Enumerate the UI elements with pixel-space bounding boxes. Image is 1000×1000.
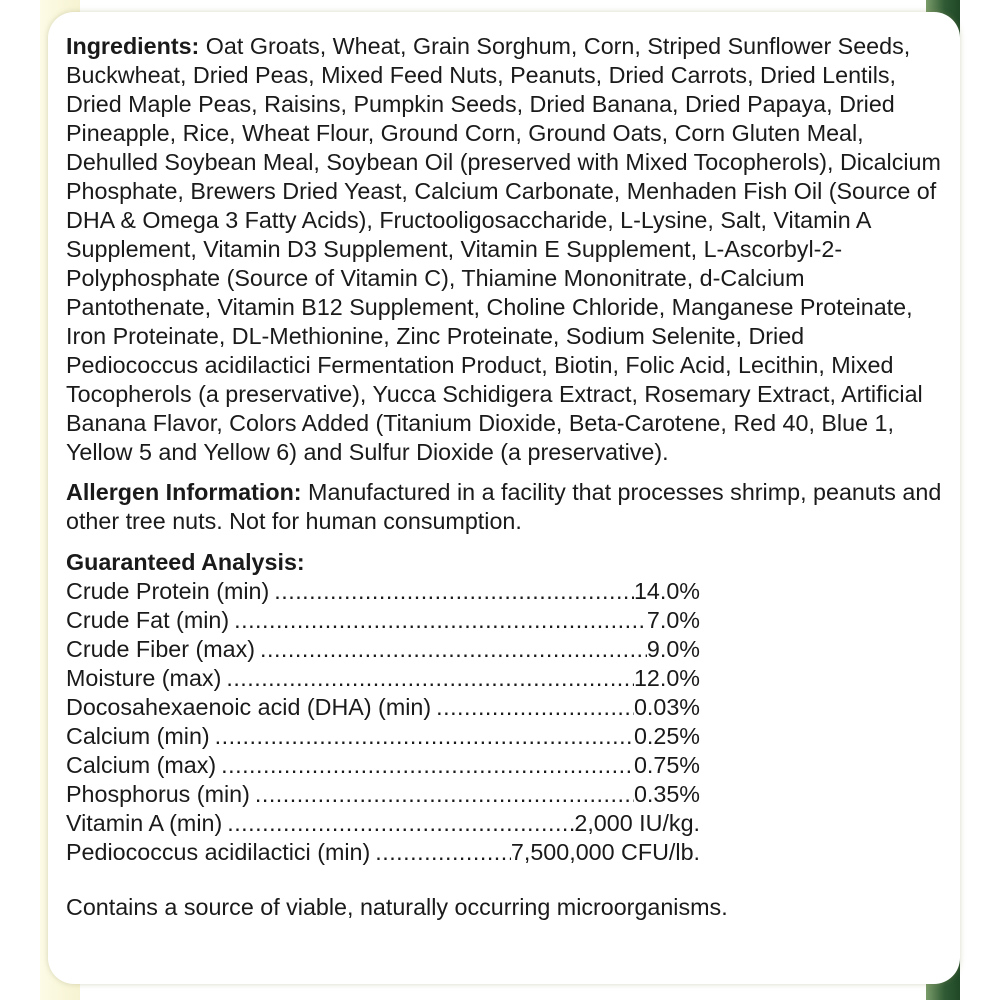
dot-leader — [375, 838, 511, 867]
analysis-row-label: Calcium (max) — [66, 752, 217, 778]
analysis-row-label: Phosphorus (min) — [66, 781, 250, 807]
guaranteed-analysis-heading: Guaranteed Analysis: — [66, 549, 305, 575]
guaranteed-analysis-table — [66, 577, 942, 867]
analysis-row — [66, 635, 700, 664]
dot-leader — [227, 809, 574, 838]
analysis-row-label: Docosahexaenoic acid (DHA) (min) — [66, 694, 432, 720]
analysis-row-value: 0.35% — [633, 781, 700, 807]
analysis-row-label: Pediococcus acidilactici (min) — [66, 839, 371, 865]
analysis-row — [66, 722, 700, 751]
analysis-row-value: 14.0% — [633, 578, 700, 604]
dot-leader — [221, 751, 634, 780]
microorganisms-note: Contains a source of viable, naturally occurring microorganisms. — [66, 894, 728, 920]
analysis-row-label: Crude Fiber (max) — [66, 636, 256, 662]
allergen-heading: Allergen Information: — [66, 479, 302, 505]
analysis-row — [66, 693, 700, 722]
dot-leader — [436, 693, 634, 722]
analysis-row-value: 0.25% — [633, 723, 700, 749]
dot-leader — [215, 722, 634, 751]
dot-leader — [274, 577, 634, 606]
dot-leader — [234, 606, 647, 635]
ingredients-text: Oat Groats, Wheat, Grain Sorghum, Corn, Striped Sunflower Seeds, Buckwheat, Dried Peas, Mixed Feed Nuts, Peanuts, Dried Carrots, Dried Lentils, Dried Maple Peas, Raisins, Pumpkin Seeds, Dried Banana, Dried Papaya, Dried Pineapple, Rice, Wheat Flour, Ground Corn, Ground Oats, Corn Gluten Meal, Dehulled Soybean Meal, Soybean Oil (preserved with Mixed Tocopherols), Dicalcium Phosphate, Brewers Dried Yeast, Calcium Carbonate, Menhaden Fish Oil (Source of DHA & Omega 3 Fatty Acids), Fructooligosaccharide, L-Lysine, Salt, Vitamin A Supplement, Vitamin D3 Supplement, Vitamin E Supplement, L-Ascorbyl-2-Polyphosphate (Source of Vitamin C), Thiamine Mononitrate, d-Calcium Pantothenate, Vitamin B12 Supplement, Choline Chloride, Manganese Proteinate, Iron Proteinate, DL-Methionine, Zinc Proteinate, Sodium Selenite, Dried Pediococcus acidilactici Fermentation Product, Biotin, Folic Acid, Lecithin, Mixed Tocopherols (a preservative), Yucca Schidigera Extract, Rosemary Extract, Artificial Banana Flavor, Colors Added (Titanium Dioxide, Beta-Carotene, Red 40, Blue 1, Yellow 5 and Yellow 6) and Sulfur Dioxide (a preservative). — [66, 33, 941, 465]
analysis-row-label: Moisture (max) — [66, 665, 222, 691]
analysis-row-value: 0.03% — [633, 694, 700, 720]
analysis-row — [66, 664, 700, 693]
allergen-text: Manufactured in a facility that processes shrimp, peanuts and other tree nuts. Not for human consumption. — [66, 479, 942, 534]
analysis-row-value: 12.0% — [633, 665, 700, 691]
allergen-paragraph — [66, 478, 942, 536]
section-spacer — [66, 536, 942, 548]
dot-leader — [255, 780, 634, 809]
analysis-row-value: 2,000 IU/kg. — [574, 810, 700, 836]
analysis-row-value: 7.0% — [646, 607, 700, 633]
section-spacer — [66, 467, 942, 478]
analysis-row-value: 0.75% — [633, 752, 700, 778]
analysis-row-label: Crude Protein (min) — [66, 578, 270, 604]
nutrition-label-card — [48, 12, 960, 984]
ingredients-heading: Ingredients: — [66, 33, 200, 59]
analysis-row-value: 7,500,000 CFU/lb. — [510, 839, 700, 865]
analysis-row — [66, 751, 700, 780]
analysis-row-value: 9.0% — [646, 636, 700, 662]
analysis-row — [66, 606, 700, 635]
analysis-row — [66, 838, 700, 867]
section-spacer — [66, 867, 942, 893]
dot-leader — [260, 635, 647, 664]
analysis-row — [66, 809, 700, 838]
ingredients-paragraph — [66, 32, 942, 467]
analysis-row — [66, 577, 700, 606]
analysis-row-label: Crude Fat (min) — [66, 607, 230, 633]
analysis-row-label: Calcium (min) — [66, 723, 210, 749]
analysis-row — [66, 780, 700, 809]
analysis-row-label: Vitamin A (min) — [66, 810, 223, 836]
dot-leader — [226, 664, 634, 693]
